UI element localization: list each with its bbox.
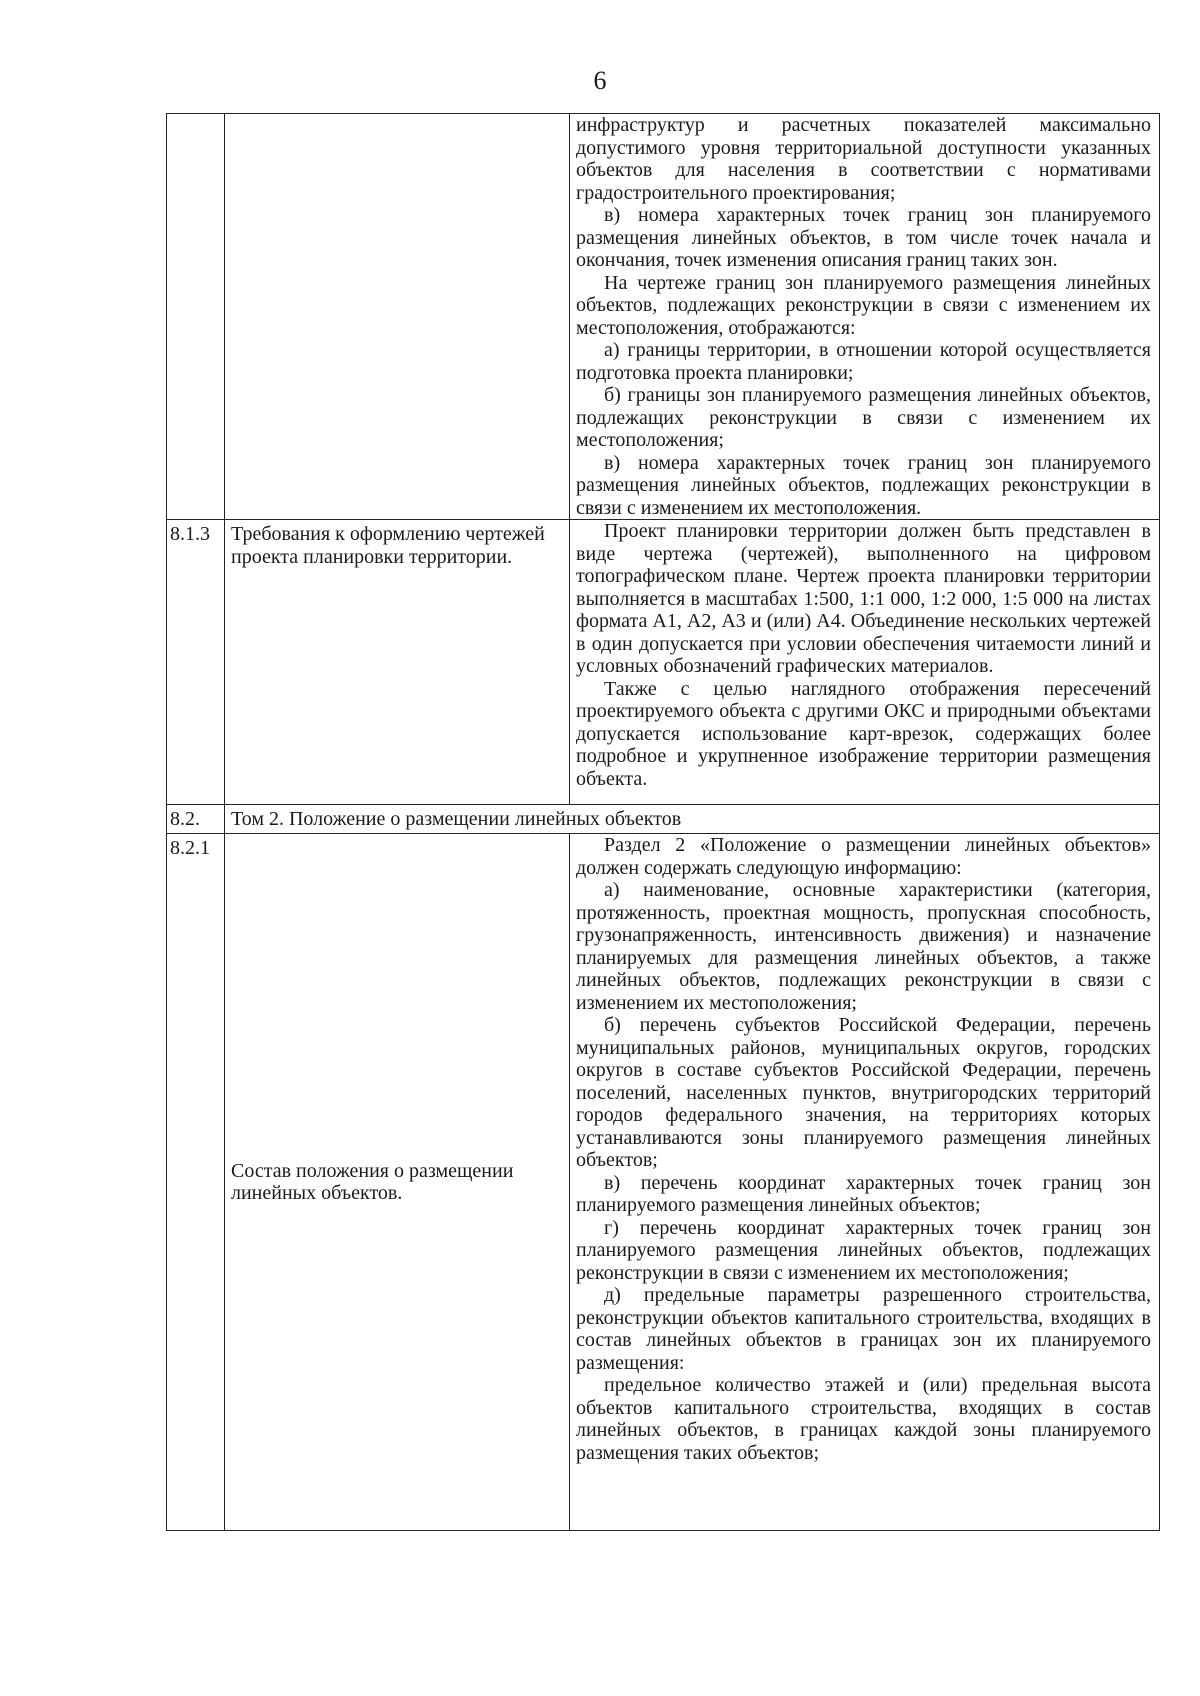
row-text-cell (570, 834, 1160, 1531)
paragraph: б) перечень субъектов Российской Федерации, перечень муниципальных районов, муниципальных округов, городских округов в составе субъектов Российской Федерации, перечень поселений, населенных пунктов, внутригородских территорий городов федерального значения, на территориях которых устанавливаются зоны планируемого размещения линейных объектов; (576, 1014, 1151, 1171)
row-name-cell: Состав положения о размещении линейных объектов. (225, 834, 570, 1531)
row-text-cell (570, 114, 1160, 520)
row-number-cell (167, 114, 225, 520)
paragraph: а) наименование, основные характеристики (категория, протяженность, проектная мощность, пропускная способность, грузонапряженность, интенсивность движения) и назначение планируемых для размещения линейных объектов, а также линейных объектов, подлежащих реконструкции в связи с изменением их местоположения; (576, 879, 1151, 1014)
paragraph: г) перечень координат характерных точек границ зон планируемого размещения линейных объектов, подлежащих реконструкции в связи с изменением их местоположения; (576, 1216, 1151, 1284)
paragraph: а) границы территории, в отношении которой осуществляется подготовка проекта планировки; (576, 339, 1151, 384)
paragraph: Также с целью наглядного отображения пересечений проектируемого объекта с другими ОКС и природными объектами допускается использование карт-врезок, содержащих более подробное и укрупненное изображение территории размещения объекта. (576, 677, 1151, 790)
paragraph: инфраструктур и расчетных показателей максимально допустимого уровня территориальной доступности указанных объектов для населения в соответствии с нормативами градостроительного проектирования; (576, 114, 1151, 204)
table-row (167, 114, 1160, 520)
row-number-cell: 8.2.1 (167, 834, 225, 1531)
row-number-cell: 8.2. (167, 805, 225, 834)
paragraph: Раздел 2 «Положение о размещении линейных объектов» должен содержать следующую информацию: (576, 834, 1151, 879)
section-title-cell: Том 2. Положение о размещении линейных объектов (225, 805, 1160, 834)
paragraph: в) номера характерных точек границ зон планируемого размещения линейных объектов, подлежащих реконструкции в связи с изменением их местоположения. (576, 451, 1151, 519)
row-name-cell: Требования к оформлению чертежей проекта планировки территории. (225, 520, 570, 805)
paragraph: Проект планировки территории должен быть представлен в виде чертежа (чертежей), выполненного на цифровом топографическом плане. Чертеж проекта планировки территории выполняется в масштабах 1:500, 1:1 000, 1:2 000, 1:5 000 на листах формата А1, А2, А3 и (или) А4. Объединение нескольких чертежей в один допускается при условии обеспечения читаемости линий и условных обозначений графических материалов. (576, 520, 1151, 677)
page-number: 6 (593, 66, 607, 95)
paragraph: На чертеже границ зон планируемого размещения линейных объектов, подлежащих реконструкции в связи с изменением их местоположения, отображаются: (576, 271, 1151, 339)
section-heading-row (167, 805, 1160, 834)
row-text-cell (570, 520, 1160, 805)
paragraph: предельное количество этажей и (или) предельная высота объектов капитального строительства, входящих в состав линейных объектов, в границах каждой зоны планируемого размещения таких объектов; (576, 1374, 1151, 1464)
row-number-cell: 8.1.3 (167, 520, 225, 805)
row-name-cell (225, 114, 570, 520)
table-row (167, 834, 1160, 1531)
requirements-table (166, 113, 1160, 1531)
paragraph: в) перечень координат характерных точек границ зон планируемого размещения линейных объектов; (576, 1171, 1151, 1216)
paragraph: б) границы зон планируемого размещения линейных объектов, подлежащих реконструкции в связи с изменением их местоположения; (576, 384, 1151, 451)
paragraph: в) номера характерных точек границ зон планируемого размещения линейных объектов, в том числе точек начала и окончания, точек изменения описания границ таких зон. (576, 204, 1151, 271)
table-row (167, 520, 1160, 805)
paragraph: д) предельные параметры разрешенного строительства, реконструкции объектов капитального строительства, входящих в состав линейных объектов в границах зон их планируемого размещения: (576, 1284, 1151, 1374)
